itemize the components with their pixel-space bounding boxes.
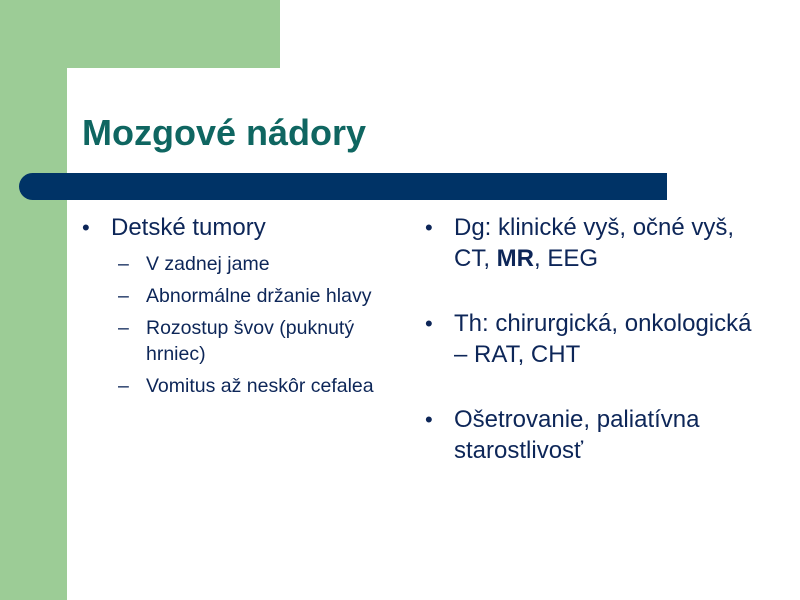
bullet-text: Detské tumory bbox=[111, 214, 266, 241]
bullet-text: Th: chirurgická, onkologická – RAT, CHT bbox=[454, 310, 752, 368]
bullet-icon: • bbox=[425, 215, 433, 240]
dash-icon: – bbox=[118, 317, 129, 339]
bullet-text-pre: Dg: klinické vyš, očné vyš, CT, bbox=[454, 214, 735, 272]
bullet-icon: • bbox=[425, 311, 433, 336]
bullet-detske-tumory bbox=[82, 212, 412, 243]
bullet-osetrovanie bbox=[425, 404, 755, 466]
left-column bbox=[82, 212, 412, 399]
slide-title: Mozgové nádory bbox=[82, 112, 367, 153]
bullet-icon: • bbox=[425, 407, 433, 432]
bullet-text-bold: MR bbox=[496, 245, 534, 272]
right-column bbox=[425, 212, 755, 466]
sub-item bbox=[82, 315, 412, 367]
bullet-text-post: , EEG bbox=[534, 245, 599, 272]
sub-item bbox=[82, 283, 412, 309]
dash-icon: – bbox=[118, 375, 129, 397]
bullet-icon: • bbox=[82, 215, 90, 240]
sub-item-text: Rozostup švov (puknutý hrniec) bbox=[146, 317, 355, 365]
bullet-dg bbox=[425, 212, 755, 274]
sub-item bbox=[82, 251, 412, 277]
title-underline-bar bbox=[19, 173, 667, 200]
dash-icon: – bbox=[118, 253, 129, 275]
bullet-text: Ošetrovanie, paliatívna starostlivosť bbox=[454, 406, 700, 464]
sub-item-text: V zadnej jame bbox=[146, 253, 270, 275]
green-decor-left bbox=[0, 0, 67, 600]
dash-icon: – bbox=[118, 285, 129, 307]
green-decor-top bbox=[0, 0, 280, 68]
sub-item-text: Vomitus až neskôr cefalea bbox=[146, 375, 374, 397]
bullet-th bbox=[425, 308, 755, 370]
sub-item-text: Abnormálne držanie hlavy bbox=[146, 285, 372, 307]
sub-item bbox=[82, 373, 412, 399]
